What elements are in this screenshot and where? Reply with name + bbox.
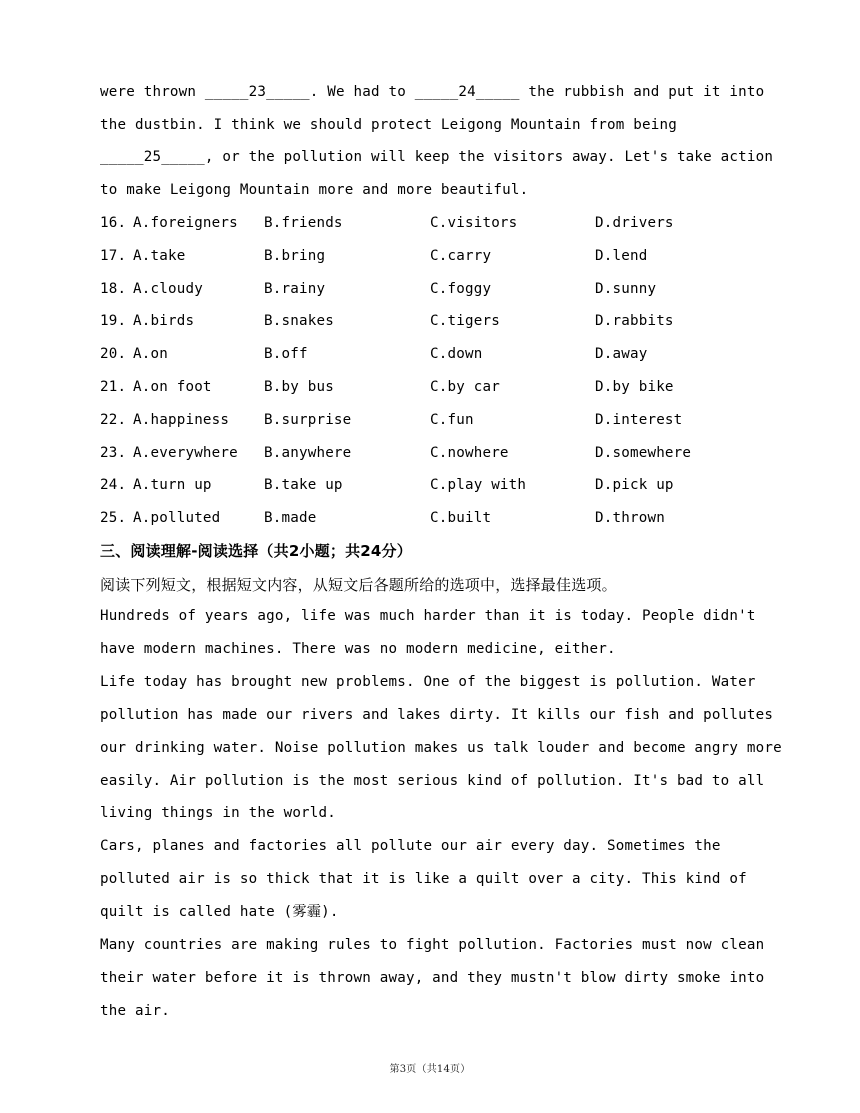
question-row [100, 478, 780, 496]
option-d: D.somewhere [595, 444, 692, 461]
question-row [100, 282, 780, 300]
option-b: B.anywhere [264, 444, 352, 461]
option-a: A.turn up [133, 477, 212, 494]
option-a: A.take [133, 247, 186, 264]
option-d: D.lend [595, 247, 648, 264]
option-c: C.visitors [430, 215, 518, 231]
option-c: C.carry [430, 247, 492, 264]
option-d: D.by bike [595, 379, 674, 395]
question-row [100, 249, 780, 267]
question-number: 25. [100, 510, 127, 527]
reading-line: pollution has made our rivers and lakes dirty. It kills our fish and pollutes [100, 706, 774, 723]
question-row [100, 314, 780, 332]
option-d: D.pick up [595, 477, 674, 494]
reading-line: Many countries are making rules to fight pollution. Factories must now clean [100, 937, 765, 953]
question-row [100, 347, 780, 365]
option-a: A.everywhere [133, 444, 238, 461]
reading-line: our drinking water. Noise pollution makes us talk louder and become angry more [100, 739, 782, 756]
question-number: 22. [100, 411, 127, 428]
reading-line: easily. Air pollution is the most serious kind of pollution. It's bad to all [100, 772, 765, 789]
question-row [100, 446, 780, 464]
question-number: 24. [100, 477, 127, 494]
question-number: 23. [100, 444, 127, 461]
question-row [100, 511, 780, 529]
reading-line: have modern machines. There was no modern medicine, either. [100, 640, 616, 657]
option-a: A.on [133, 346, 168, 363]
option-b: B.friends [264, 215, 343, 231]
option-a: A.foreigners [133, 215, 238, 231]
question-number: 18. [100, 280, 127, 297]
option-d: D.thrown [595, 510, 665, 527]
option-d: D.away [595, 346, 648, 363]
reading-line: the air. [100, 1002, 170, 1019]
option-a: A.on foot [133, 379, 212, 395]
page-footer: 第3页（共14页） [389, 1064, 471, 1075]
reading-line: their water before it is thrown away, and they mustn't blow dirty smoke into [100, 969, 765, 986]
passage-line: were thrown _____23_____. We had to _____24_____ the rubbish and put it into [100, 84, 765, 100]
option-b: B.surprise [264, 411, 352, 428]
option-c: C.play with [430, 477, 527, 494]
question-row [100, 380, 780, 398]
option-c: C.nowhere [430, 444, 509, 461]
option-d: D.interest [595, 411, 683, 428]
option-c: C.tigers [430, 313, 500, 330]
reading-line: polluted air is so thick that it is like a quilt over a city. This kind of [100, 871, 747, 888]
option-d: D.drivers [595, 215, 674, 231]
option-a: A.happiness [133, 411, 230, 428]
option-b: B.snakes [264, 313, 334, 330]
passage-line: _____25_____, or the pollution will keep the visitors away. Let's take action [100, 149, 774, 165]
option-d: D.sunny [595, 280, 657, 297]
reading-line: Hundreds of years ago, life was much harder than it is today. People didn't [100, 608, 756, 624]
question-row [100, 413, 780, 431]
passage-line: to make Leigong Mountain more and more beautiful. [100, 182, 529, 198]
option-b: B.take up [264, 477, 343, 494]
section-title: 三、阅读理解-阅读选择（共2小题；共24分） [100, 542, 412, 560]
question-number: 21. [100, 379, 127, 395]
option-b: B.by bus [264, 379, 334, 395]
option-a: A.polluted [133, 510, 221, 527]
option-a: A.birds [133, 313, 195, 330]
reading-line: quilt is called hate (雾霾). [100, 904, 339, 921]
reading-line: Cars, planes and factories all pollute our air every day. Sometimes the [100, 838, 721, 855]
question-number: 20. [100, 346, 127, 363]
question-row [100, 216, 780, 234]
reading-line: Life today has brought new problems. One of the biggest is pollution. Water [100, 673, 756, 690]
question-number: 17. [100, 247, 127, 264]
section-instruction: 阅读下列短文，根据短文内容，从短文后各题所给的选项中，选择最佳选项。 [100, 576, 617, 594]
option-b: B.off [264, 346, 308, 363]
option-b: B.bring [264, 247, 326, 264]
option-c: C.by car [430, 379, 500, 395]
option-c: C.built [430, 510, 492, 527]
option-c: C.fun [430, 411, 474, 428]
question-number: 16. [100, 215, 127, 231]
option-b: B.rainy [264, 280, 326, 297]
option-c: C.down [430, 346, 483, 363]
passage-line: the dustbin. I think we should protect Leigong Mountain from being [100, 117, 677, 133]
option-d: D.rabbits [595, 313, 674, 330]
option-c: C.foggy [430, 280, 492, 297]
question-number: 19. [100, 313, 127, 330]
option-a: A.cloudy [133, 280, 203, 297]
option-b: B.made [264, 510, 317, 527]
reading-line: living things in the world. [100, 805, 337, 822]
